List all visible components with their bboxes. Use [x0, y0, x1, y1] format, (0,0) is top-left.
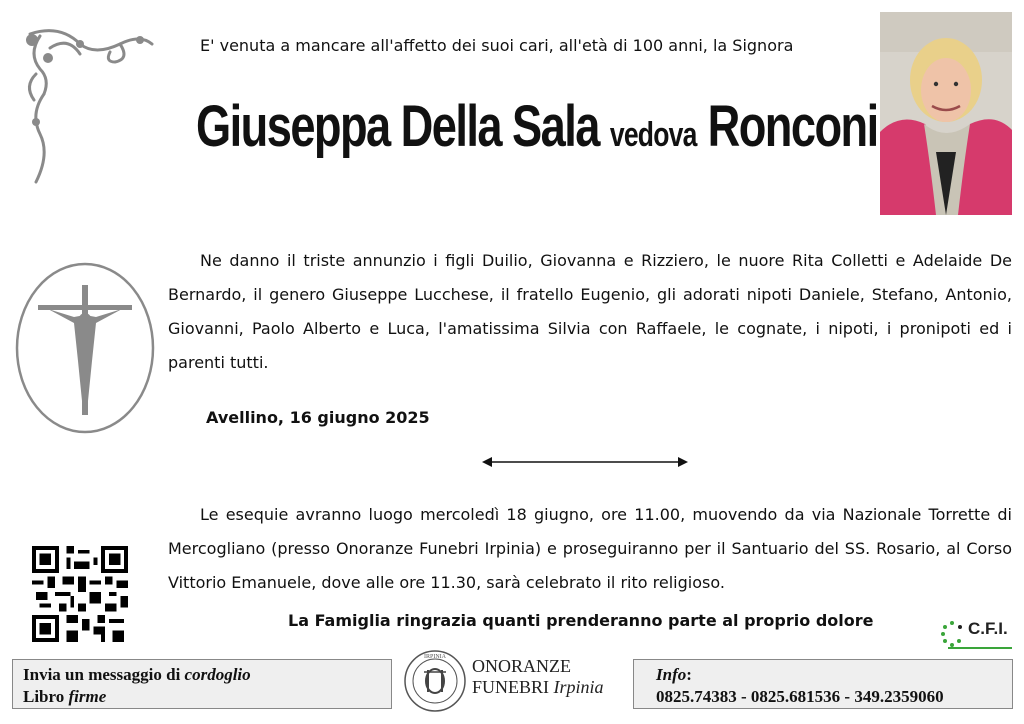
deceased-name: [196, 94, 878, 159]
portrait-drawing: [880, 12, 1012, 215]
logo-line1: ONORANZE: [472, 656, 571, 676]
info-box: [633, 659, 1013, 709]
name-first: Giuseppa Della Sala: [196, 94, 599, 159]
qr-code-icon[interactable]: [32, 546, 128, 642]
cfi-logo: [940, 618, 1014, 650]
funeral-text: Le esequie avranno luogo mercoledì 18 giugno, ore 11.00, muovendo da via Nazionale Torrette di Mercogliano (presso Onoranze Funebri Irpinia) e proseguiranno per il Santuario del SS. Rosario, al Corso Vittorio Emanuele, dove alle ore 11.30, sarà celebrato il rito religioso.: [168, 505, 1012, 592]
name-middle: vedova: [609, 116, 697, 154]
cfi-label: C.F.I.: [968, 619, 1008, 638]
funeral-home-logo-icon: [402, 648, 468, 714]
book-prefix: Libro: [23, 687, 69, 706]
funeral-paragraph: [168, 498, 1012, 600]
logo-line2: [472, 677, 604, 698]
double-arrow-icon: [482, 455, 688, 469]
portrait-photo: [880, 12, 1012, 215]
intro-text: E' venuta a mancare all'affetto dei suoi cari, all'età di 100 anni, la Signora: [200, 36, 794, 55]
info-phones[interactable]: 0825.74383 - 0825.681536 - 349.2359060: [656, 687, 944, 706]
announcement-paragraph: [168, 244, 1012, 380]
logo-line2-italic: Irpinia: [553, 677, 604, 697]
thanks-text: La Famiglia ringrazia quanti prenderanno parte al proprio dolore: [288, 611, 874, 630]
name-last: Ronconi: [707, 94, 878, 159]
logo-line2-prefix: FUNEBRI: [472, 677, 554, 697]
info-label: Info: [656, 665, 687, 684]
message-link[interactable]: [23, 664, 381, 686]
book-italic: firme: [68, 687, 107, 706]
message-prefix: Invia un messaggio di: [23, 665, 185, 684]
place-date: Avellino, 16 giugno 2025: [206, 408, 430, 427]
message-italic: cordoglio: [184, 665, 251, 684]
book-link[interactable]: [23, 686, 381, 708]
announcement-text: Ne danno il triste annunzio i figli Duilio, Giovanna e Rizziero, le nuore Rita Colletti e Adelaide De Bernardo, il genero Giuseppe Lucchese, il fratello Eugenio, gli adorati nipoti Daniele, Stefano, Antonio, Giovanni, Paolo Alberto e Luca, l'amatissima Silvia con Raffaele, le cognate, i nipoti, i pronipoti ed i parenti tutti.: [168, 251, 1012, 372]
crucifix-icon: [14, 261, 156, 435]
logo-ring-text: IRPINIA: [424, 654, 446, 660]
ornament-flourish-icon: [20, 14, 160, 186]
condolence-box[interactable]: [12, 659, 392, 709]
info-label-line: Info:: [656, 665, 692, 684]
funeral-home-name: [472, 656, 604, 698]
